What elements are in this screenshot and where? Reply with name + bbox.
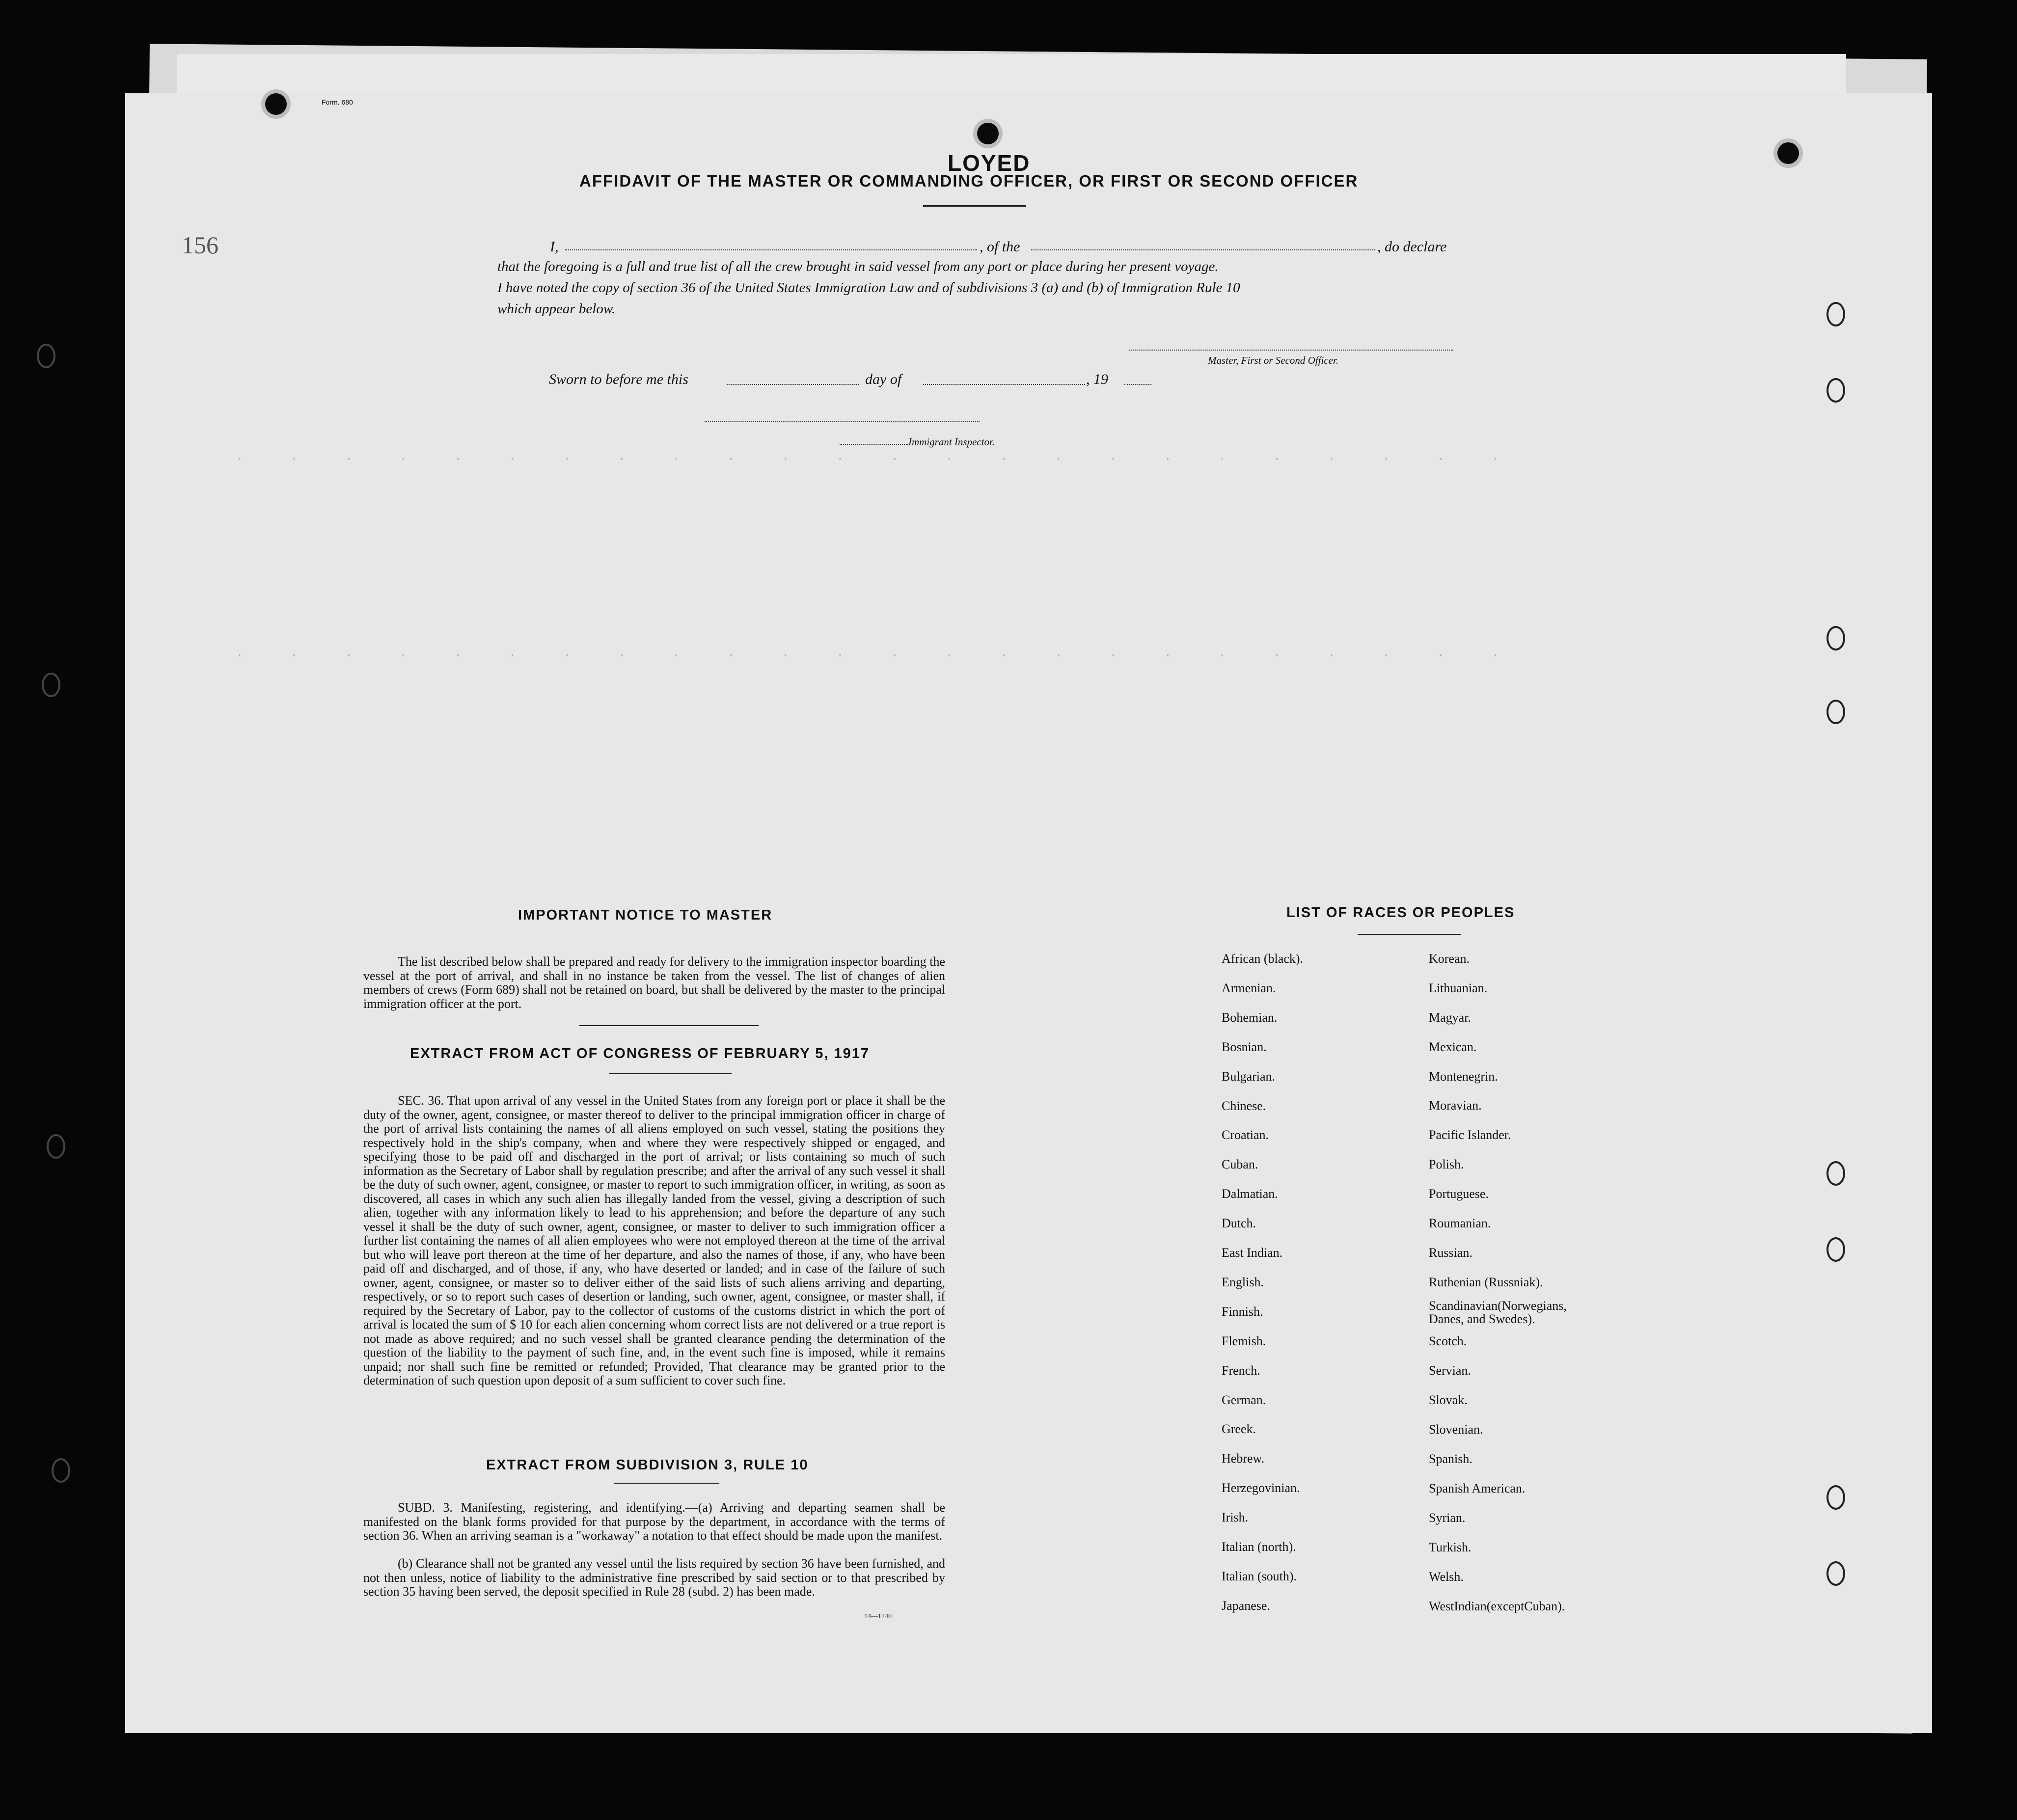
- race-item: Russian.: [1429, 1246, 1472, 1260]
- affidavit-i-label: I,: [550, 239, 559, 255]
- officer-signature-field[interactable]: [1129, 350, 1453, 351]
- race-item: Ruthenian (Russniak).: [1429, 1275, 1543, 1289]
- race-item: Slovak.: [1429, 1393, 1468, 1407]
- race-item: Dalmatian.: [1222, 1187, 1278, 1201]
- sworn-year-field[interactable]: [1124, 384, 1151, 385]
- affidavit-statement-2: I have noted the copy of section 36 of the United States Immigration Law and of subdivisions 3 (a) and (b) of Immigration Rule 10: [497, 280, 1240, 296]
- binder-hole-center: [977, 123, 999, 144]
- section-divider: [609, 1073, 732, 1074]
- races-title: LIST OF RACES OR PEOPLES: [1286, 905, 1515, 921]
- handwritten-page-number: 156: [182, 231, 218, 259]
- punch-hole: [1826, 1561, 1845, 1586]
- punch-hole: [1826, 378, 1845, 403]
- section-divider: [579, 1025, 759, 1026]
- race-item: Armenian.: [1222, 980, 1276, 995]
- race-item: Spanish American.: [1429, 1481, 1526, 1495]
- header-fragment: LOYED: [948, 150, 1031, 176]
- bleed-through-text: · · · · · · · · · · · · · · · · · · · · · · · ·: [236, 452, 1519, 466]
- race-item: Scandinavian(Norwegians,: [1429, 1299, 1567, 1313]
- race-item: French.: [1222, 1363, 1260, 1378]
- race-item: Spanish.: [1429, 1452, 1472, 1466]
- race-item: Korean.: [1429, 951, 1470, 966]
- inspector-signature-field[interactable]: [705, 421, 980, 422]
- race-item: WestIndian(exceptCuban).: [1429, 1599, 1565, 1613]
- race-item: Finnish.: [1222, 1304, 1263, 1319]
- race-item: Portuguese.: [1429, 1187, 1489, 1201]
- punch-hole: [52, 1458, 70, 1483]
- race-item: Herzegovinian.: [1222, 1481, 1300, 1495]
- race-item: Polish.: [1429, 1157, 1464, 1171]
- race-item: Syrian.: [1429, 1511, 1466, 1525]
- race-item: African (black).: [1222, 951, 1304, 966]
- race-item: Magyar.: [1429, 1010, 1471, 1025]
- punch-hole: [42, 673, 60, 697]
- rule-extract-text-a: SUBD. 3. Manifesting, registering, and identifying.—(a) Arriving and departing seamen shall be manifested on the blank forms provided for that purpose by the department, in accordance with the terms of section 36. When an arriving seaman is a "workaway" a notation to that effect should be made upon the manifest.: [363, 1500, 945, 1543]
- print-code: 14—1240: [864, 1613, 892, 1620]
- punch-hole: [1826, 1237, 1845, 1262]
- affidavit-of-the-label: , of the: [980, 239, 1020, 255]
- punch-hole: [1826, 1161, 1845, 1186]
- affidavit-statement-1: that the foregoing is a full and true list of all the crew brought in said vessel from any port or place during her present voyage.: [497, 259, 1219, 274]
- sworn-label: Sworn to before me this: [549, 371, 688, 387]
- race-item: Montenegrin.: [1429, 1069, 1498, 1084]
- race-item: Chinese.: [1222, 1098, 1266, 1113]
- notice-title: IMPORTANT NOTICE TO MASTER: [518, 907, 773, 923]
- form-number: Form. 680: [322, 98, 353, 106]
- race-item: Croatian.: [1222, 1128, 1269, 1142]
- race-item: East Indian.: [1222, 1246, 1283, 1260]
- race-item: Flemish.: [1222, 1333, 1266, 1348]
- race-item: Welsh.: [1429, 1570, 1464, 1584]
- race-item: English.: [1222, 1275, 1264, 1289]
- race-item: Slovenian.: [1429, 1422, 1483, 1437]
- act-extract-title: EXTRACT FROM ACT OF CONGRESS OF FEBRUARY 5, 1917: [410, 1046, 870, 1061]
- race-item: Pacific Islander.: [1429, 1128, 1511, 1142]
- rule-extract-text-b: (b) Clearance shall not be granted any vessel until the lists required by section 36 have been furnished, and not then unless, notice of liability to the administrative fine prescribed by said section or to that prescribed by section 35 having been served, the deposit specified in Rule 28 (subd. 2) has been made.: [363, 1556, 945, 1599]
- section-divider: [1358, 934, 1461, 935]
- act-extract-text: SEC. 36. That upon arrival of any vessel in the United States from any foreign port or place it shall be the duty of the owner, agent, consignee, or master thereof to deliver to the principal immigration officer in charge of the port of arrival lists containing the names of all aliens employed on such vessel, stating the positions they respectively hold in the ship's company, when and where they were respectively shipped or engaged, and specifying those to be paid off and discharged in the port of arrival; or lists containing so much of such information as the Secretary of Labor shall by regulation prescribe; and after the arrival of any such vessel it shall be the duty of such owner, agent, consignee, or master to report to such immigration officer, in writing, as soon as discovered, all cases in which any such alien has illegally landed from the vessel, giving a description of such alien, together with any information likely to lead to his apprehension; and before the departure of any such vessel it shall be the duty of such owner, agent, consignee, or master to deliver to such immigration officer a further list containing the names of all alien employees who were not employed thereon at the time of the arrival but who will leave port thereon at the time of her departure, and also the names of those, if any, who have been paid off and discharged, and of those, if any, who have deserted or landed; and in case of the failure of such owner, agent, consignee, or master so to deliver either of the said lists of such aliens arriving and departing, respectively, or so to report such cases of desertion or landing, such owner, agent, consignee, or master shall, if required by the Secretary of Labor, pay to the collector of customs of the customs district in which the port of arrival is located the sum of $ 10 for each alien concerning whom correct lists are not delivered or a true report is not made as above required; and no such vessel shall be granted clearance pending the determination of the question of the liability to the payment of such fine, and, in the event such fine is imposed, while it remains unpaid; nor shall such fine be remitted or refunded; Provided, That clearance may be granted prior to the determination of such question upon deposit of a sum sufficient to cover such fine.: [363, 1093, 945, 1387]
- race-item: Lithuanian.: [1429, 981, 1488, 995]
- sworn-month-field[interactable]: [923, 384, 1085, 385]
- bleed-through-text: · · · · · · · · · · · · · · · · · · · · · · · ·: [236, 648, 1519, 663]
- sworn-day-field[interactable]: [727, 384, 859, 385]
- race-item: Danes, and Swedes).: [1429, 1312, 1535, 1326]
- punch-hole: [1826, 302, 1845, 326]
- race-item: Greek.: [1222, 1422, 1256, 1437]
- race-item: Roumanian.: [1429, 1216, 1491, 1230]
- race-item: Servian.: [1429, 1363, 1471, 1378]
- race-item: Bohemian.: [1222, 1010, 1278, 1025]
- rule-extract-title: EXTRACT FROM SUBDIVISION 3, RULE 10: [486, 1457, 809, 1473]
- race-item: Cuban.: [1222, 1157, 1258, 1172]
- race-item: Bosnian.: [1222, 1039, 1267, 1054]
- section-divider: [614, 1483, 719, 1484]
- race-item: Mexican.: [1429, 1040, 1477, 1054]
- race-item: Bulgarian.: [1222, 1069, 1276, 1084]
- race-item: Scotch.: [1429, 1334, 1467, 1348]
- title-rule: [923, 205, 1026, 207]
- punch-hole: [1826, 1485, 1845, 1510]
- race-item: Italian (north).: [1222, 1540, 1296, 1554]
- inspector-caption: Immigrant Inspector.: [908, 436, 995, 448]
- affidavit-statement-3: which appear below.: [497, 301, 616, 317]
- signature-caption: Master, First or Second Officer.: [1208, 354, 1338, 366]
- race-item: Dutch.: [1222, 1216, 1256, 1231]
- form-page: [125, 93, 1932, 1733]
- punch-hole: [47, 1134, 65, 1159]
- inspector-dotted-lead: [840, 444, 908, 445]
- race-item: Irish.: [1222, 1510, 1249, 1525]
- year-prefix: , 19: [1086, 371, 1108, 387]
- binder-hole-right: [1777, 142, 1799, 164]
- race-item: German.: [1222, 1392, 1266, 1407]
- race-item: Japanese.: [1222, 1598, 1270, 1613]
- race-item: Italian (south).: [1222, 1569, 1297, 1583]
- notice-text: The list described below shall be prepared and ready for delivery to the immigration inspector boarding the vessel at the port of arrival, and shall in no instance be taken from the vessel. The list of changes of alien members of crews (Form 689) shall not be retained on board, but shall be delivered by the master to the principal immigration officer at the port.: [363, 954, 945, 1011]
- punch-hole: [1826, 700, 1845, 724]
- punch-hole: [1826, 626, 1845, 651]
- race-item: Hebrew.: [1222, 1451, 1265, 1466]
- punch-hole: [37, 344, 55, 368]
- binder-hole-left: [265, 93, 287, 115]
- day-of-label: day of: [865, 371, 902, 387]
- affidavit-title: AFFIDAVIT OF THE MASTER OR COMMANDING OFFICER, OR FIRST OR SECOND OFFICER: [579, 172, 1359, 190]
- vessel-name-field[interactable]: [1031, 249, 1375, 250]
- affidavit-do-declare: , do declare: [1377, 239, 1447, 255]
- master-name-field[interactable]: [565, 249, 977, 250]
- race-item: Moravian.: [1429, 1098, 1482, 1113]
- race-item: Turkish.: [1429, 1540, 1472, 1554]
